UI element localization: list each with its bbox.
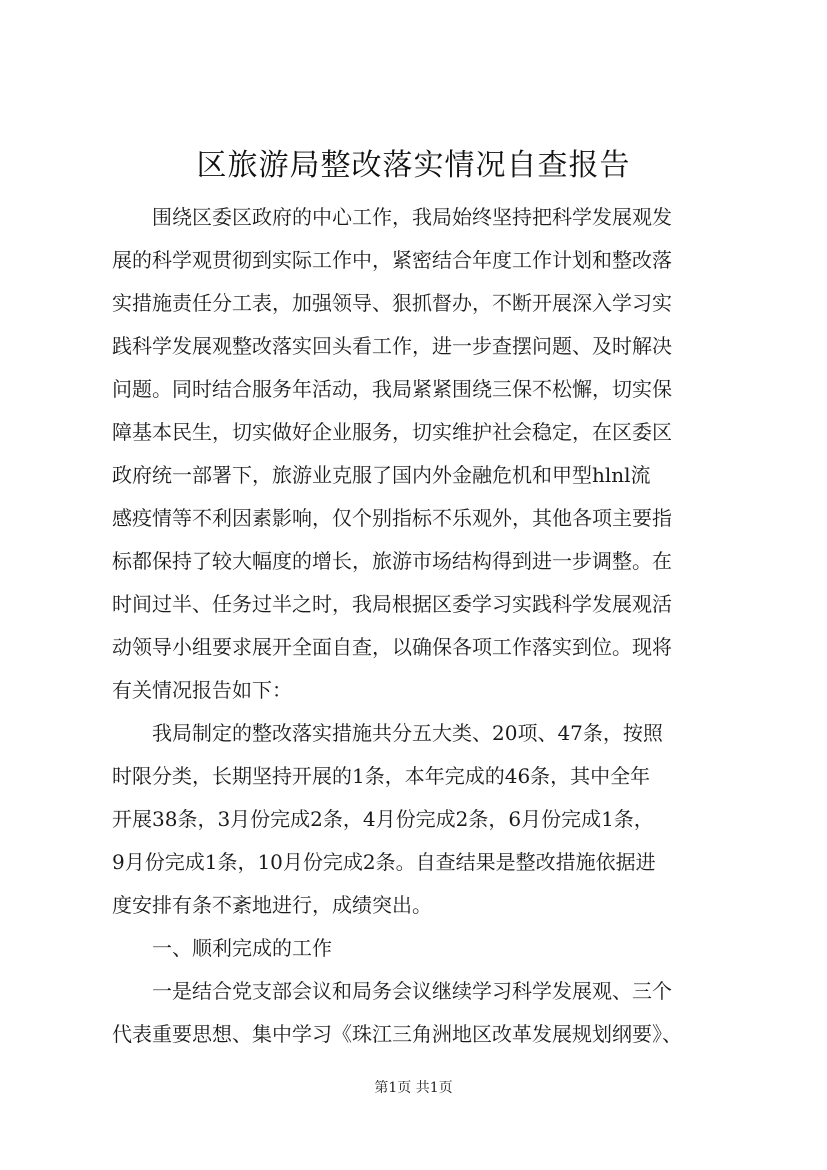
paragraph-line: 感疫情等不利因素影响，仅个别指标不乐观外，其他各项主要指 [112,506,672,530]
paragraph-line: 9月份完成1条，10月份完成2条。自查结果是整改措施依据进 [112,850,656,874]
paragraph-line: 障基本民生，切实做好企业服务，切实维护社会稳定，在区委区 [112,420,672,444]
paragraph-line: 时间过半、任务过半之时，我局根据区委学习实践科学发展观活 [112,592,672,616]
paragraph-line: 时限分类，长期坚持开展的1条，本年完成的46条，其中全年 [112,764,651,788]
paragraph-line: 实措施责任分工表，加强领导、狠抓督办，不断开展深入学习实 [112,291,672,315]
paragraph-line: 问题。同时结合服务年活动，我局紧紧围绕三保不松懈，切实保 [112,377,672,401]
paragraph-line: 有关情况报告如下： [112,678,292,702]
paragraph-line: 开展38条，3月份完成2条，4月份完成2条，6月份完成1条， [112,807,654,831]
paragraph-line: 代表重要思想、集中学习《珠江三角洲地区改革发展规划纲要》、 [112,1022,682,1046]
paragraph-line: 动领导小组要求展开全面自查，以确保各项工作落实到位。现将 [112,635,672,659]
paragraph-line: 政府统一部署下，旅游业克服了国内外金融危机和甲型hlnl流 [112,463,651,487]
paragraph-line: 一是结合党支部会议和局务会议继续学习科学发展观、三个 [152,979,672,1003]
paragraph-line: 践科学发展观整改落实回头看工作，进一步查摆问题、及时解决 [112,334,672,358]
paragraph-line: 围绕区委区政府的中心工作，我局始终坚持把科学发展观发 [152,205,672,229]
document-body [112,196,732,1056]
document-title: 区旅游局整改落实情况自查报告 [196,148,631,183]
page-number-footer: 第1页 共1页 [374,1080,453,1096]
section-heading: 一、顺利完成的工作 [152,936,332,960]
paragraph-line: 我局制定的整改落实措施共分五大类、20项、47条，按照 [152,721,663,745]
paragraph-line: 度安排有条不紊地进行，成绩突出。 [112,893,432,917]
paragraph-line: 展的科学观贯彻到实际工作中，紧密结合年度工作计划和整改落 [112,248,672,272]
paragraph-line: 标都保持了较大幅度的增长，旅游市场结构得到进一步调整。在 [112,549,672,573]
